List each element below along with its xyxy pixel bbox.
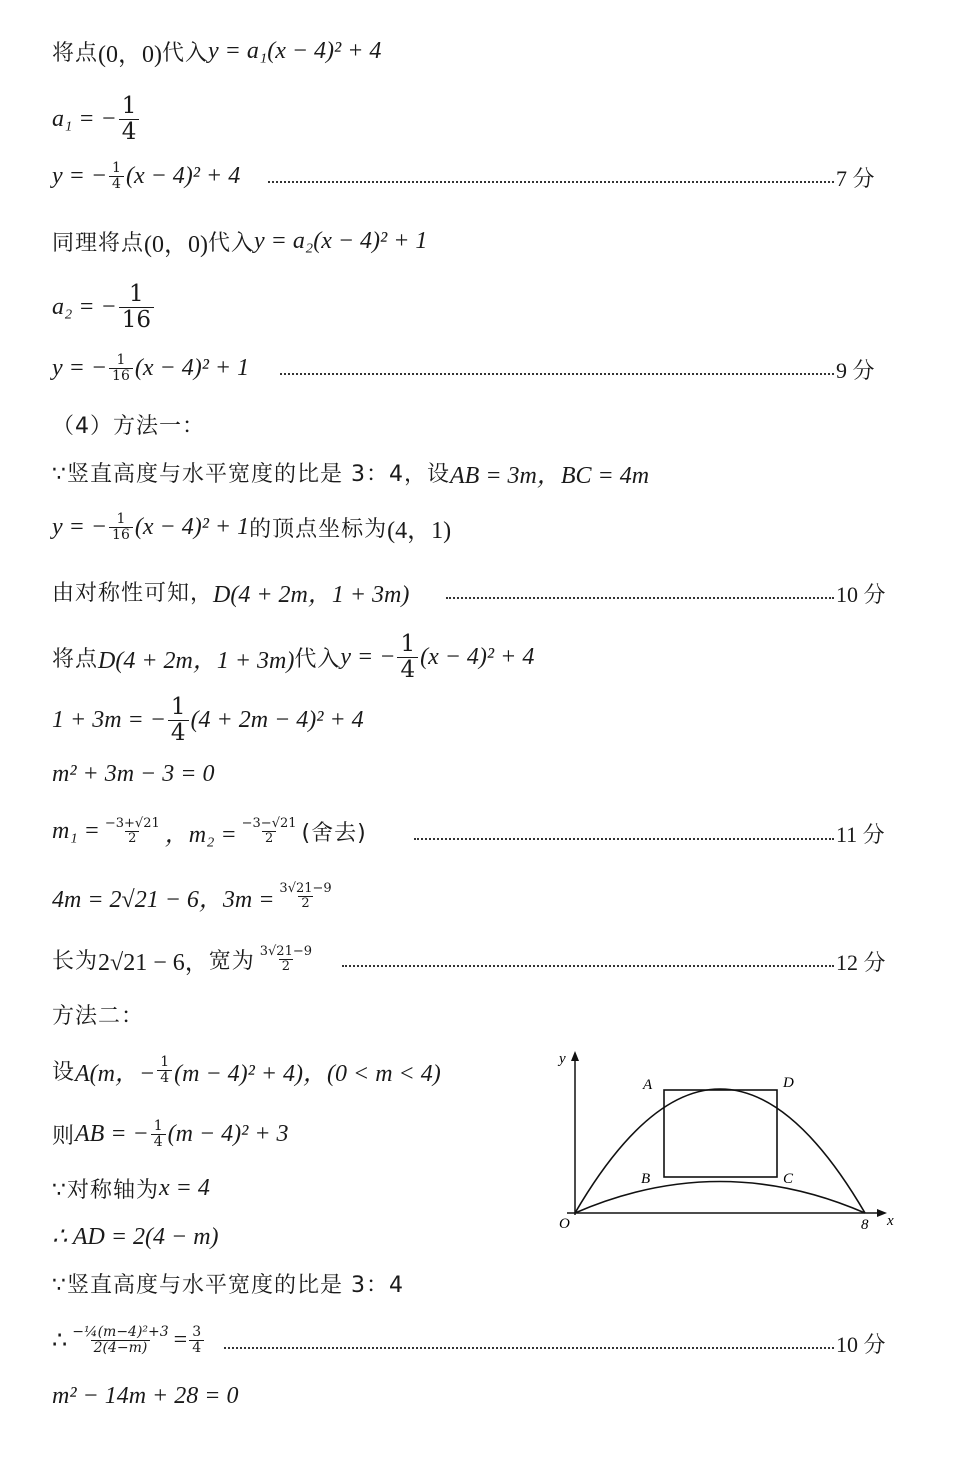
- label-B: B: [641, 1171, 651, 1187]
- line-answer: 长为 2√21 − 6， 宽为 $\frac{3√21-9}{2}$: [52, 943, 313, 976]
- line-substitute-2: 同理将点 (0，0) 代入 y = a₂(x − 4)² + 1: [52, 227, 428, 258]
- label-x: x: [887, 1213, 894, 1229]
- score-leader: [414, 835, 834, 840]
- score-9: 9 分: [836, 358, 875, 383]
- score-leader: [446, 594, 834, 599]
- score-leader: [224, 1344, 834, 1349]
- line-symmetry: 由对称性可知， D(4 + 2m，1 + 3m): [52, 580, 410, 608]
- line-AD: ∴ AD = 2(4 − m): [52, 1223, 219, 1250]
- fraction: $\frac{1}{4}$: [119, 94, 140, 143]
- line-ratio-2: ∵竖直高度与水平宽度的比是 3：4: [52, 1272, 404, 1298]
- line-AB: 则 AB = − $\frac{1}{4}$ (m − 4)² + 3: [52, 1117, 289, 1150]
- section-method-1: （4）方法一：: [52, 413, 205, 439]
- y-axis-arrow: [571, 1051, 579, 1061]
- label-C: C: [783, 1171, 794, 1187]
- score-11: 11 分: [836, 822, 885, 847]
- line-ratio: ∵竖直高度与水平宽度的比是 3：4，设 AB = 3m，BC = 4m: [52, 461, 650, 489]
- section-method-2: 方法二：: [52, 1003, 145, 1029]
- label-D: D: [783, 1075, 794, 1091]
- score-7: 7 分: [836, 166, 875, 191]
- score-leader: [342, 962, 834, 967]
- line-axis: ∵对称轴为 x = 4: [52, 1174, 210, 1203]
- line-y2: y = − $\frac{1}{16}$ (x − 4)² + 1: [52, 351, 250, 384]
- line-eq-m: 1 + 3m = − $\frac{1}{4}$ (4 + 2m − 4)² + 4: [52, 694, 364, 746]
- label-y: y: [559, 1051, 566, 1067]
- score-12: 12 分: [836, 950, 886, 975]
- line-quadratic: m² + 3m − 3 = 0: [52, 760, 215, 787]
- line-a1: a₁ = − $\frac{1}{4}$: [52, 96, 141, 142]
- line-lengths: 4m = 2√21 − 6，3m = $\frac{3√21-9}{2}$: [52, 880, 332, 913]
- label-O: O: [559, 1216, 570, 1232]
- label-A: A: [643, 1077, 653, 1093]
- label-8: 8: [861, 1217, 869, 1233]
- line-substitute-1: 将点 (0，0) 代入 y = a₁(x − 4)² + 4: [52, 37, 382, 68]
- outer-parabola: [575, 1089, 865, 1213]
- line-y1: y = − $\frac{1}{4}$ (x − 4)² + 4: [52, 159, 241, 192]
- line-vertex: y = − $\frac{1}{16}$ (x − 4)² + 1 的顶点坐标为 (4，1): [52, 510, 452, 544]
- inner-parabola: [575, 1182, 865, 1214]
- line-point-A: 设 A(m，− $\frac{1}{4}$ (m − 4)² + 4)，(0 < m < 4): [52, 1053, 441, 1087]
- line-ratio-eq: ∴ $\frac{\text{−¼(m−4)²+3}}{2(4-m)}$ = $\frac{3}{4}$: [52, 1312, 206, 1368]
- score-10b: 10 分: [836, 1332, 886, 1357]
- parabola-figure: [545, 1045, 915, 1240]
- score-leader: [280, 370, 834, 375]
- rectangle-ABCD: [664, 1090, 777, 1177]
- score-10a: 10 分: [836, 582, 886, 607]
- score-leader: [268, 178, 834, 183]
- x-axis-arrow: [877, 1209, 887, 1217]
- line-substitute-D: 将点 D(4 + 2m，1 + 3m) 代入 y = − $\frac{1}{4}$ (x − 4)² + 4: [52, 631, 535, 683]
- line-final-quadratic: m² − 14m + 28 = 0: [52, 1382, 239, 1409]
- line-a2: a₂ = − $\frac{1}{16}$: [52, 282, 156, 332]
- line-roots: m₁ = $\frac{-3+√21}{2}$ ，m₂ = $\frac{-3-√21}{2}$ (舍去): [52, 815, 367, 848]
